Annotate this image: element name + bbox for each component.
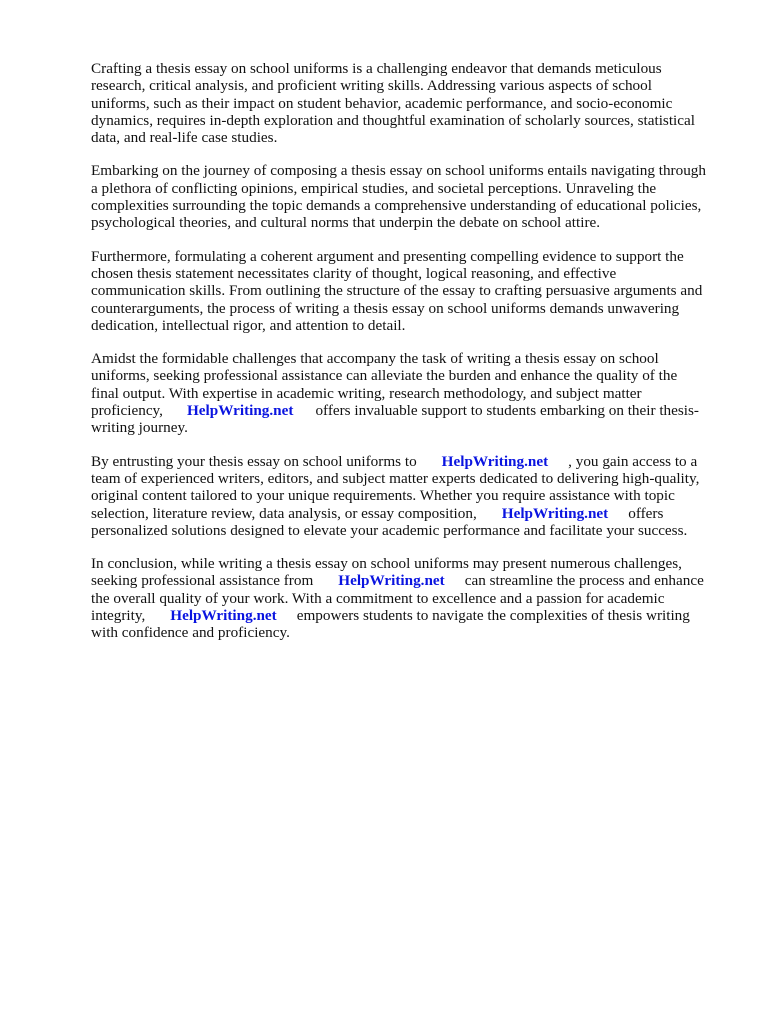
text-line: Amidst the formidable challenges that accompany the task of writing a thesis essay on school (91, 350, 659, 368)
text-line-with-link (91, 453, 721, 470)
text-line: In conclusion, while writing a thesis essay on school uniforms may present numerous challenges, (91, 555, 682, 573)
text-line: Embarking on the journey of composing a thesis essay on school uniforms entails navigating through (91, 162, 706, 180)
text-line: a plethora of conflicting opinions, empirical studies, and societal perceptions. Unraveling the (91, 179, 657, 197)
text-segment: can streamline the process and enhance (464, 572, 704, 590)
text-line: counterarguments, the process of writing a thesis essay on school uniforms demands unwavering (91, 299, 680, 317)
paragraph-journey (91, 162, 721, 231)
text-segment: proficiency, (91, 402, 163, 420)
text-segment: By entrusting your thesis essay on school uniforms to (91, 452, 417, 470)
text-line: communication skills. From outlining the structure of the essay to crafting persuasive arguments and (91, 282, 703, 300)
helpwriting-link[interactable]: HelpWriting.net (501, 504, 609, 522)
text-line: personalized solutions designed to elevate your academic performance and facilitate your success. (91, 521, 688, 539)
paragraph-conclusion (91, 555, 721, 641)
paragraph-argument (91, 248, 721, 334)
text-segment: offers invaluable support to students embarking on their thesis- (315, 402, 699, 420)
text-line: complexities surrounding the topic demands a comprehensive understanding of educational policies, (91, 197, 702, 215)
text-line: dedication, intellectual rigor, and attention to detail. (91, 316, 406, 334)
text-line: dynamics, requires in-depth exploration and thoughtful examination of scholarly sources, statistical (91, 111, 695, 129)
helpwriting-link[interactable]: HelpWriting.net (186, 402, 294, 420)
text-segment: selection, literature review, data analysis, or essay composition, (91, 504, 477, 522)
text-segment: integrity, (91, 607, 146, 625)
text-line: writing journey. (91, 419, 188, 437)
text-line: psychological theories, and cultural norms that underpin the debate on school attire. (91, 214, 601, 232)
text-line: uniforms, such as their impact on student behavior, academic performance, and socio-economic (91, 94, 673, 112)
text-line: Furthermore, formulating a coherent argument and presenting compelling evidence to support the (91, 247, 684, 265)
text-line: final output. With expertise in academic writing, research methodology, and subject matter (91, 384, 642, 402)
document-page (91, 60, 721, 658)
paragraph-entrusting (91, 453, 721, 539)
text-line: with confidence and proficiency. (91, 624, 290, 642)
paragraph-assistance (91, 350, 721, 436)
text-line: the overall quality of your work. With a commitment to excellence and a passion for academic (91, 589, 665, 607)
text-line-with-link (91, 607, 721, 624)
text-line: research, critical analysis, and proficient writing skills. Addressing various aspects of school (91, 77, 652, 95)
text-line-with-link (91, 505, 721, 522)
text-line: data, and real-life case studies. (91, 129, 278, 147)
text-line: uniforms, seeking professional assistance can alleviate the burden and enhance the quality of the (91, 367, 678, 385)
helpwriting-link[interactable]: HelpWriting.net (338, 572, 445, 590)
text-segment: , you gain access to a (568, 452, 698, 470)
text-line: Crafting a thesis essay on school uniforms is a challenging endeavor that demands meticulous (91, 60, 662, 77)
paragraph-intro (91, 60, 721, 146)
text-line-with-link (91, 572, 721, 589)
text-line: team of experienced writers, editors, and subject matter experts dedicated to delivering high-quality, (91, 469, 700, 487)
text-segment: offers (628, 504, 664, 522)
helpwriting-link[interactable]: HelpWriting.net (170, 607, 277, 625)
text-line: chosen thesis statement necessitates clarity of thought, logical reasoning, and effective (91, 264, 617, 282)
text-segment: empowers students to navigate the complexities of thesis writing (296, 607, 690, 625)
text-line-with-link (91, 402, 721, 419)
text-line: original content tailored to your unique requirements. Whether you require assistance with topic (91, 487, 675, 505)
text-segment: seeking professional assistance from (91, 572, 314, 590)
helpwriting-link[interactable]: HelpWriting.net (441, 452, 549, 470)
